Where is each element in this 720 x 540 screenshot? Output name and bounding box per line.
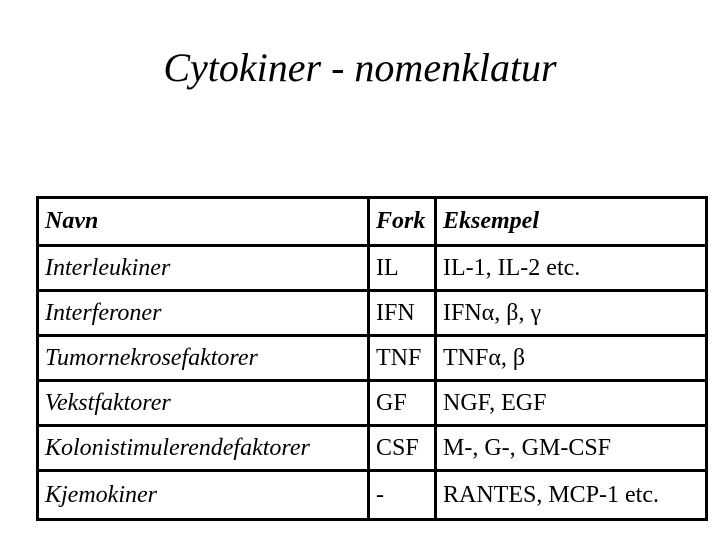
cell-navn: Kjemokiner [38, 471, 369, 520]
table-row [38, 336, 707, 381]
cell-eksempel: TNFα, β [436, 336, 707, 381]
cell-navn: Vekstfaktorer [38, 381, 369, 426]
table-row [38, 291, 707, 336]
cell-eksempel: RANTES, MCP-1 etc. [436, 471, 707, 520]
table-row [38, 381, 707, 426]
cell-fork: - [369, 471, 436, 520]
header-fork: Fork [369, 198, 436, 246]
cell-fork: IFN [369, 291, 436, 336]
slide-title: Cytokiner - nomenklatur [163, 45, 557, 90]
cell-fork: TNF [369, 336, 436, 381]
table-row [38, 246, 707, 291]
cytokine-table [36, 196, 708, 521]
cell-navn: Interferoner [38, 291, 369, 336]
cell-eksempel: M-, G-, GM-CSF [436, 426, 707, 471]
cell-fork: IL [369, 246, 436, 291]
cell-navn: Tumornekrosefaktorer [38, 336, 369, 381]
cell-navn: Interleukiner [38, 246, 369, 291]
header-eksempel: Eksempel [436, 198, 707, 246]
cell-fork: GF [369, 381, 436, 426]
cell-eksempel: IL-1, IL-2 etc. [436, 246, 707, 291]
cell-navn: Kolonistimulerendefaktorer [38, 426, 369, 471]
table-row [38, 426, 707, 471]
cell-fork: CSF [369, 426, 436, 471]
cell-eksempel: IFNα, β, γ [436, 291, 707, 336]
cell-eksempel: NGF, EGF [436, 381, 707, 426]
header-navn: Navn [38, 198, 369, 246]
table-header-row [38, 198, 707, 246]
table-row [38, 471, 707, 520]
